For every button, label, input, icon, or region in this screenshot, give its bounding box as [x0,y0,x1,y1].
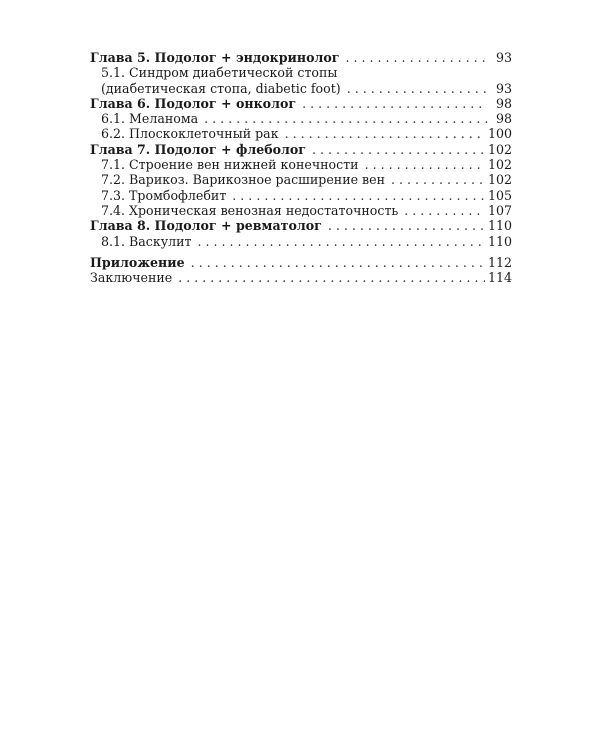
toc-entry-page: 102 [487,172,512,188]
toc-entry-page: 93 [495,50,512,65]
toc-entry-label: Заключение [90,270,173,286]
dot-leader [198,234,485,249]
toc-entry-label: Глава 6. Подолог + онколог [90,95,297,111]
table-of-contents [90,50,512,285]
toc-entry-page: 107 [487,202,512,218]
dot-leader [346,50,487,65]
toc-entry-appendix[interactable] [90,255,512,270]
toc-entry-label: 7.4. Хроническая венозная недостаточность [101,202,399,218]
toc-entry-section-7-4[interactable] [90,203,512,218]
dot-leader [312,142,485,157]
toc-entry-section-7-1[interactable] [90,157,512,172]
toc-entry-label: Глава 5. Подолог + эндокринолог [90,50,340,65]
toc-entry-page: 93 [495,80,512,96]
toc-entry-label: 8.1. Васкулит [101,233,192,249]
toc-entry-label: 6.2. Плоскоклеточный рак [101,126,279,142]
toc-entry-page: 105 [487,187,512,203]
dot-leader [328,218,485,233]
toc-entry-page: 98 [495,111,512,127]
toc-entry-label: 7.1. Строение вен нижней конечности [101,157,359,173]
toc-entry-label: (диабетическая стопа, diabetic foot) [101,80,341,96]
toc-entry-page: 110 [487,233,512,249]
dot-leader [404,203,485,218]
toc-entry-label: Глава 7. Подолог + флеболог [90,141,307,157]
dot-leader [365,157,485,172]
toc-entry-label: 7.2. Варикоз. Варикозное расширение вен [101,172,385,188]
dot-leader [178,270,485,285]
toc-entry-section-6-1[interactable] [90,111,512,126]
toc-entry-page: 102 [487,157,512,173]
toc-entry-chapter-5[interactable] [90,50,512,65]
dot-leader [191,255,485,270]
toc-entry-chapter-8[interactable] [90,218,512,233]
toc-entry-section-8-1[interactable] [90,234,512,249]
toc-entry-section-5-1-continued[interactable] [90,81,512,96]
toc-entry-page: 102 [487,141,512,157]
toc-entry-label: 6.1. Меланома [101,111,199,127]
toc-entry-label: 7.3. Тромбофлебит [101,187,227,203]
dot-leader [391,172,485,187]
toc-entry-label: 5.1. Синдром диабетической стопы [101,65,338,81]
toc-entry-page: 110 [487,218,512,234]
toc-entry-page: 100 [487,126,512,142]
toc-entry-label: Приложение [90,254,185,270]
toc-entry-section-5-1[interactable] [90,65,512,80]
dot-leader [302,96,487,111]
dot-leader [232,188,485,203]
toc-entry-page: 112 [487,254,512,270]
toc-entry-chapter-7[interactable] [90,142,512,157]
dot-leader [347,81,487,96]
toc-entry-label: Глава 8. Подолог + ревматолог [90,218,322,234]
toc-entry-chapter-6[interactable] [90,96,512,111]
toc-entry-section-7-2[interactable] [90,172,512,187]
dot-leader [204,111,487,126]
toc-entry-page: 114 [487,270,512,286]
dot-leader [285,126,485,141]
toc-entry-page: 98 [495,95,512,111]
toc-entry-section-6-2[interactable] [90,126,512,141]
toc-entry-section-7-3[interactable] [90,188,512,203]
toc-entry-conclusion[interactable] [90,270,512,285]
